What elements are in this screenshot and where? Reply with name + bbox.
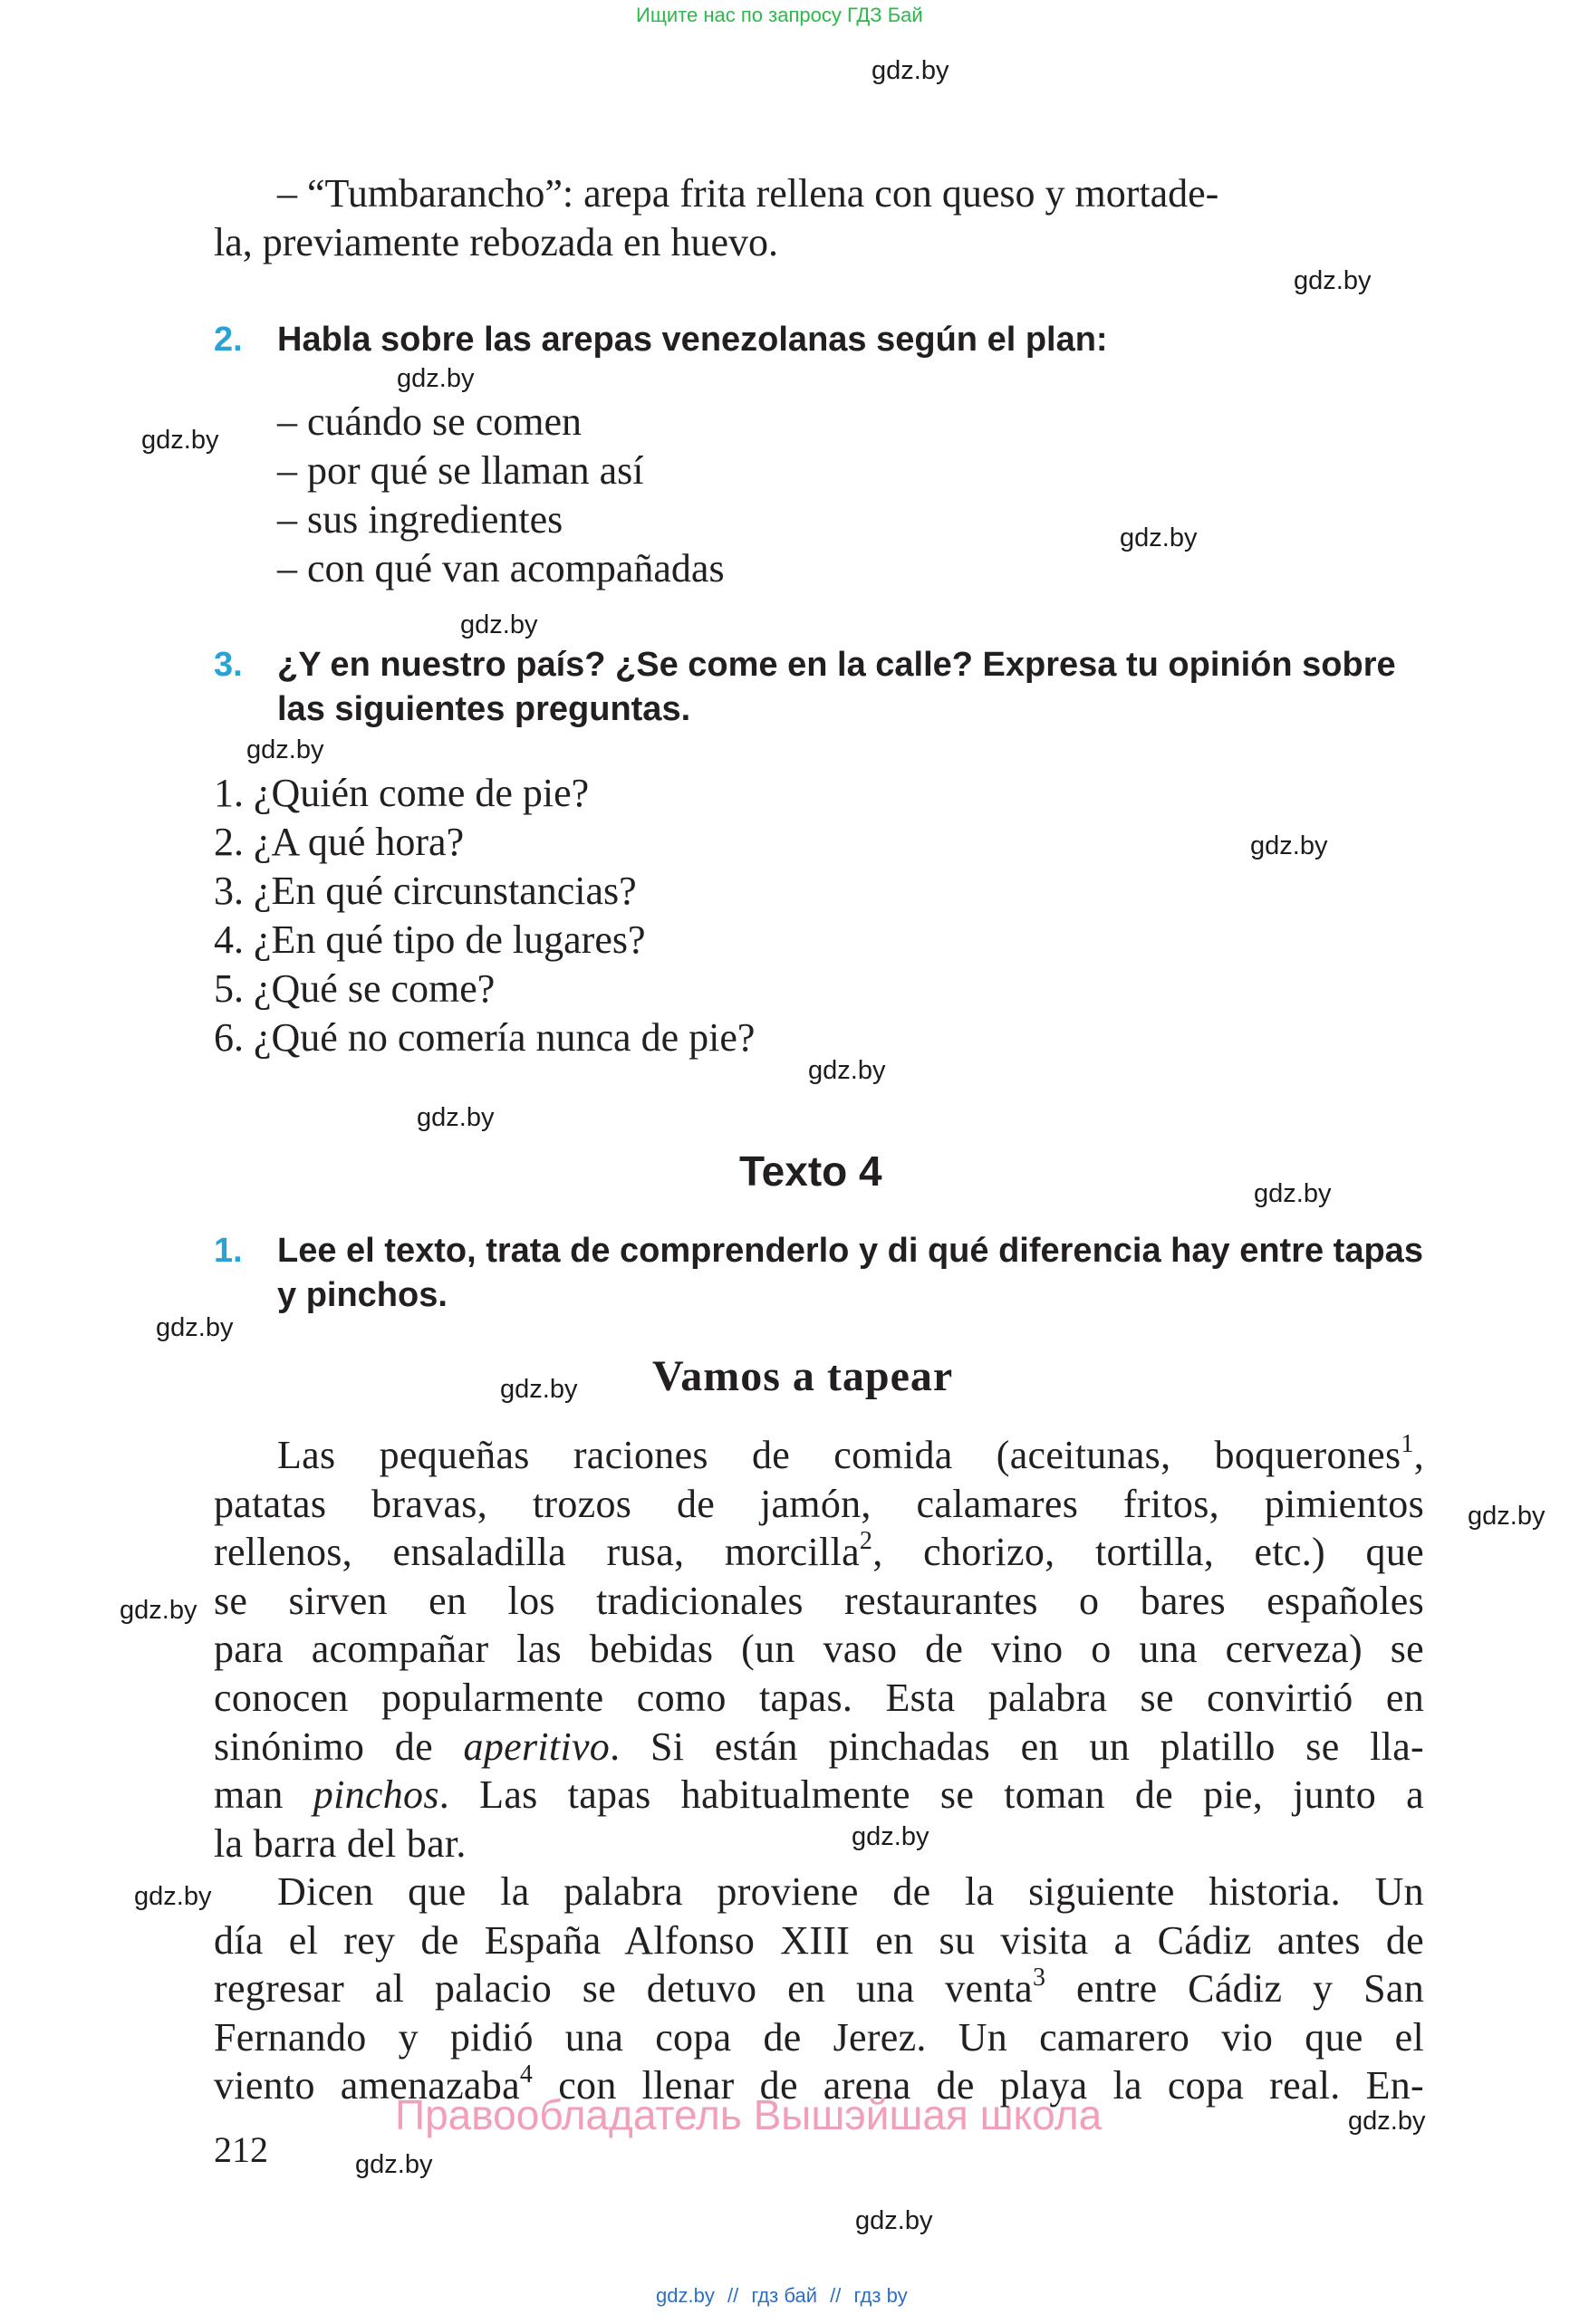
watermark-gdz: gdz.by (872, 56, 949, 85)
paragraph-line: Dicen que la palabra proviene de la siguiente historia. Un (277, 1869, 1424, 1914)
watermark-gdz: gdz.by (417, 1103, 495, 1132)
footer-separator: // (727, 2284, 739, 2307)
intro-line-1: – “Tumbarancho”: arepa frita rellena con queso y mortade- (277, 171, 1219, 216)
task-2-item: – cuándo se comen (277, 399, 582, 444)
watermark-gdz: gdz.by (500, 1375, 578, 1404)
watermark-gdz: gdz.by (852, 1822, 929, 1851)
watermark-gdz: gdz.by (1254, 1179, 1332, 1208)
watermark-gdz: gdz.by (855, 2206, 933, 2235)
top-banner: Ищите нас по запросу ГДЗ Бай (636, 4, 923, 26)
section-title: Texto 4 (739, 1148, 882, 1195)
watermark-gdz: gdz.by (460, 610, 538, 639)
paragraph-line: man pinchos. Las tapas habitualmente se toman de pie, junto a (214, 1772, 1424, 1818)
intro-line-2: la, previamente rebozada en huevo. (214, 220, 779, 264)
watermark-gdz: gdz.by (120, 1596, 197, 1625)
watermark-gdz: gdz.by (397, 364, 475, 393)
task-3-question: 5. ¿Qué se come? (214, 966, 496, 1011)
task-3-question: 2. ¿A qué hora? (214, 820, 465, 864)
paragraph-1 (214, 1431, 1424, 1868)
task-3-question: 3. ¿En qué circunstancias? (214, 869, 637, 913)
task-3-question: 6. ¿Qué no comería nunca de pie? (214, 1015, 756, 1060)
task-3-instruction: ¿Y en nuestro país? ¿Se come en la calle? Expresa tu opinión sobre las siguientes preguntas. (277, 646, 1396, 728)
watermark-gdz: gdz.by (246, 735, 324, 764)
paragraph-line: regresar al palacio se detuvo en una venta$^3$ entre Cádiz y San (214, 1964, 1425, 2012)
paragraph-line: viento amenazaba$^4$ con llenar de arena de playa la copa real. En- (214, 2060, 1424, 2108)
paragraph-line: sinónimo de aperitivo. Si están pinchadas en un platillo se lla- (214, 1724, 1424, 1769)
paragraph-line: para acompañar las bebidas (un vaso de vino o una cerveza) se (214, 1627, 1424, 1672)
task-1-instruction: Lee el texto, trata de comprenderlo y di qué diferencia hay entre tapas y pinchos. (277, 1232, 1423, 1314)
task-3-question: 1. ¿Quién come de pie? (214, 771, 590, 815)
paragraph-line: patatas bravas, trozos de jamón, calamares fritos, pimientos (214, 1481, 1424, 1526)
watermark-gdz: gdz.by (355, 2150, 433, 2179)
footer-separator: // (830, 2284, 842, 2307)
paragraph-line: rellenos, ensaladilla rusa, morcilla$^2$, chorizo, tortilla, etc.) que (214, 1527, 1424, 1575)
paragraph-line: día el rey de España Alfonso XIII en su visita a Cádiz antes de (214, 1917, 1424, 1963)
watermark-gdz: gdz.by (141, 426, 219, 455)
paragraph-line: conocen popularmente como tapas. Esta palabra se convirtió en (214, 1675, 1424, 1720)
watermark-gdz: gdz.by (1120, 523, 1198, 552)
task-2-number: 2. (214, 321, 243, 359)
watermark-gdz: gdz.by (1348, 2107, 1426, 2136)
footer-link-gdz-bai[interactable]: гдз бай (751, 2284, 818, 2307)
task-3-question: 4. ¿En qué tipo de lugares? (214, 917, 646, 962)
watermark-gdz: gdz.by (808, 1056, 886, 1085)
footer-link-gdz-by[interactable]: gdz.by (656, 2284, 715, 2307)
paragraph-line: la barra del bar. (214, 1820, 467, 1866)
paragraph-line: Las pequeñas raciones de comida (aceitunas, boquerones$^1$, (277, 1430, 1424, 1477)
watermark-gdz: gdz.by (1294, 266, 1372, 295)
reading-title: Vamos a tapear (652, 1352, 954, 1400)
paragraph-line: se sirven en los tradicionales restaurantes o bares españoles (214, 1578, 1424, 1623)
watermark-gdz: gdz.by (156, 1313, 234, 1342)
task-1-number: 1. (214, 1232, 243, 1270)
task-2-instruction: Habla sobre las arepas venezolanas según el plan: (277, 321, 1108, 359)
task-2-item: – sus ingredientes (277, 497, 563, 542)
task-2-item: – con qué van acompañadas (277, 546, 725, 591)
footer-links (656, 2284, 908, 2308)
footer-link-gdz-by-alt[interactable]: гдз by (853, 2284, 908, 2307)
paragraph-line: Fernando y pidió una copa de Jerez. Un camarero vio que el (214, 2014, 1424, 2060)
task-3-number: 3. (214, 646, 243, 684)
task-2-item: – por qué se llaman así (277, 448, 644, 493)
watermark-gdz: gdz.by (134, 1882, 212, 1911)
page-number: 212 (214, 2129, 268, 2170)
watermark-gdz: gdz.by (1468, 1502, 1546, 1531)
paragraph-2 (214, 1868, 1424, 2110)
watermark-gdz: gdz.by (1250, 831, 1328, 860)
copyright-notice: Правообладатель Вышэйшая школа (395, 2091, 1103, 2138)
